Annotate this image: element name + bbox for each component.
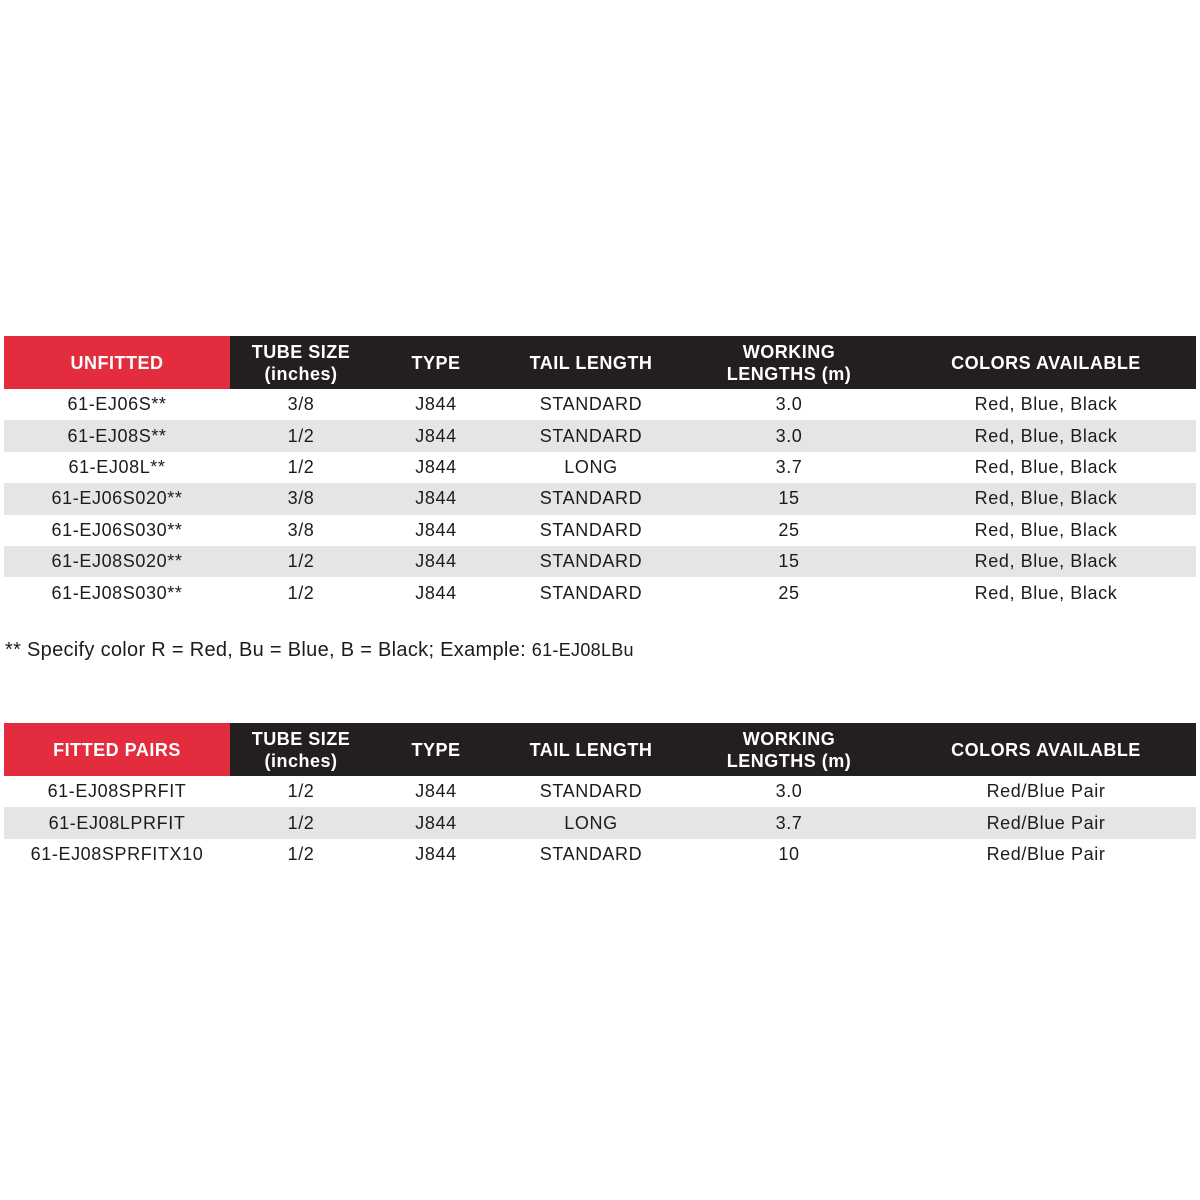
footnote-example: 61-EJ08LBu — [531, 640, 634, 660]
header-colors-available: COLORS AVAILABLE — [896, 723, 1196, 776]
header-tail-length: TAIL LENGTH — [500, 723, 682, 776]
type-cell: J844 — [372, 807, 500, 838]
header-colors-available: COLORS AVAILABLE — [896, 336, 1196, 389]
tube-size-cell: 1/2 — [287, 843, 315, 864]
header-working-lengths — [682, 336, 896, 389]
type-cell: J844 — [372, 483, 500, 514]
color-footnote — [5, 639, 634, 662]
tube-size-cell: 1/2 — [230, 807, 372, 838]
tube-size-cell: 3/8 — [287, 394, 315, 415]
table-row — [4, 546, 1196, 577]
table-row — [4, 515, 1196, 546]
table-row — [4, 483, 1196, 514]
working-length-cell: 3.0 — [682, 420, 896, 451]
part-number-cell: 61-EJ08S020** — [4, 546, 230, 577]
type-cell: J844 — [372, 546, 500, 577]
table-row — [4, 577, 1196, 608]
colors-cell: Red/Blue Pair — [986, 843, 1106, 864]
table-row — [4, 776, 1196, 807]
header-type: TYPE — [372, 336, 500, 389]
tail-length-cell: STANDARD — [500, 420, 682, 451]
working-length-cell: 25 — [778, 582, 800, 603]
unfitted-table — [4, 336, 1196, 609]
table-row — [4, 420, 1196, 451]
header-unfitted: UNFITTED — [4, 336, 230, 389]
part-number-cell: 61-EJ06S030** — [51, 519, 183, 540]
table-row — [4, 839, 1196, 870]
part-number-cell: 61-EJ08SPRFIT — [47, 781, 187, 802]
table-row — [4, 452, 1196, 483]
type-cell: J844 — [415, 519, 457, 540]
part-number-cell: 61-EJ08S030** — [51, 582, 183, 603]
colors-cell: Red/Blue Pair — [986, 781, 1106, 802]
type-cell: J844 — [415, 781, 457, 802]
part-number-cell: 61-EJ08LPRFIT — [4, 807, 230, 838]
colors-cell: Red, Blue, Black — [974, 519, 1118, 540]
fitted-pairs-table — [4, 723, 1196, 870]
tail-length-cell: LONG — [500, 807, 682, 838]
header-tube-size-label: TUBE SIZE (inches) — [251, 728, 351, 771]
tail-length-cell: STANDARD — [539, 394, 643, 415]
tube-size-cell: 3/8 — [230, 483, 372, 514]
part-number-cell: 61-EJ08SPRFITX10 — [30, 843, 204, 864]
tail-length-cell: STANDARD — [500, 483, 682, 514]
working-length-cell: 15 — [682, 546, 896, 577]
table-row — [4, 807, 1196, 838]
working-length-cell: 15 — [682, 483, 896, 514]
unfitted-table-header — [4, 336, 1196, 389]
tube-size-cell: 1/2 — [287, 781, 315, 802]
colors-cell: Red, Blue, Black — [896, 483, 1196, 514]
header-working-lengths — [682, 723, 896, 776]
type-cell: J844 — [415, 843, 457, 864]
tail-length-cell: STANDARD — [539, 843, 643, 864]
tail-length-cell: STANDARD — [539, 781, 643, 802]
working-length-cell: 3.0 — [775, 394, 803, 415]
fitted-table-header — [4, 723, 1196, 776]
colors-cell: Red, Blue, Black — [974, 394, 1118, 415]
type-cell: J844 — [415, 456, 457, 477]
colors-cell: Red, Blue, Black — [974, 582, 1118, 603]
tube-size-cell: 1/2 — [287, 582, 315, 603]
tail-length-cell: STANDARD — [539, 582, 643, 603]
table-row — [4, 389, 1196, 420]
unfitted-header-row — [4, 336, 1196, 389]
header-fitted-pairs: FITTED PAIRS — [4, 723, 230, 776]
colors-cell: Red, Blue, Black — [896, 420, 1196, 451]
tube-size-cell: 1/2 — [230, 546, 372, 577]
tube-size-cell: 3/8 — [287, 519, 315, 540]
part-number-cell: 61-EJ08S** — [4, 420, 230, 451]
header-tube-size — [230, 336, 372, 389]
fitted-header-row — [4, 723, 1196, 776]
colors-cell: Red, Blue, Black — [974, 456, 1118, 477]
working-length-cell: 3.7 — [775, 456, 803, 477]
working-length-cell: 3.0 — [775, 781, 803, 802]
tube-size-cell: 1/2 — [287, 456, 315, 477]
tail-length-cell: STANDARD — [539, 519, 643, 540]
working-length-cell: 3.7 — [682, 807, 896, 838]
header-tube-size — [230, 723, 372, 776]
header-type: TYPE — [372, 723, 500, 776]
tube-size-cell: 1/2 — [230, 420, 372, 451]
footnote-text: ** Specify color R = Red, Bu = Blue, B = Black; Example: — [5, 639, 532, 661]
type-cell: J844 — [415, 582, 457, 603]
tail-length-cell: STANDARD — [500, 546, 682, 577]
colors-cell: Red, Blue, Black — [896, 546, 1196, 577]
tail-length-cell: LONG — [564, 456, 618, 477]
header-tail-length: TAIL LENGTH — [500, 336, 682, 389]
colors-cell: Red/Blue Pair — [896, 807, 1196, 838]
part-number-cell: 61-EJ06S020** — [4, 483, 230, 514]
header-working-lengths-label: WORKING LENGTHS (m) — [726, 728, 852, 771]
type-cell: J844 — [415, 394, 457, 415]
header-tube-size-label: TUBE SIZE (inches) — [251, 341, 351, 384]
part-number-cell: 61-EJ06S** — [67, 394, 167, 415]
working-length-cell: 25 — [778, 519, 800, 540]
type-cell: J844 — [372, 420, 500, 451]
working-length-cell: 10 — [778, 843, 800, 864]
part-number-cell: 61-EJ08L** — [68, 456, 166, 477]
header-working-lengths-label: WORKING LENGTHS (m) — [726, 341, 852, 384]
